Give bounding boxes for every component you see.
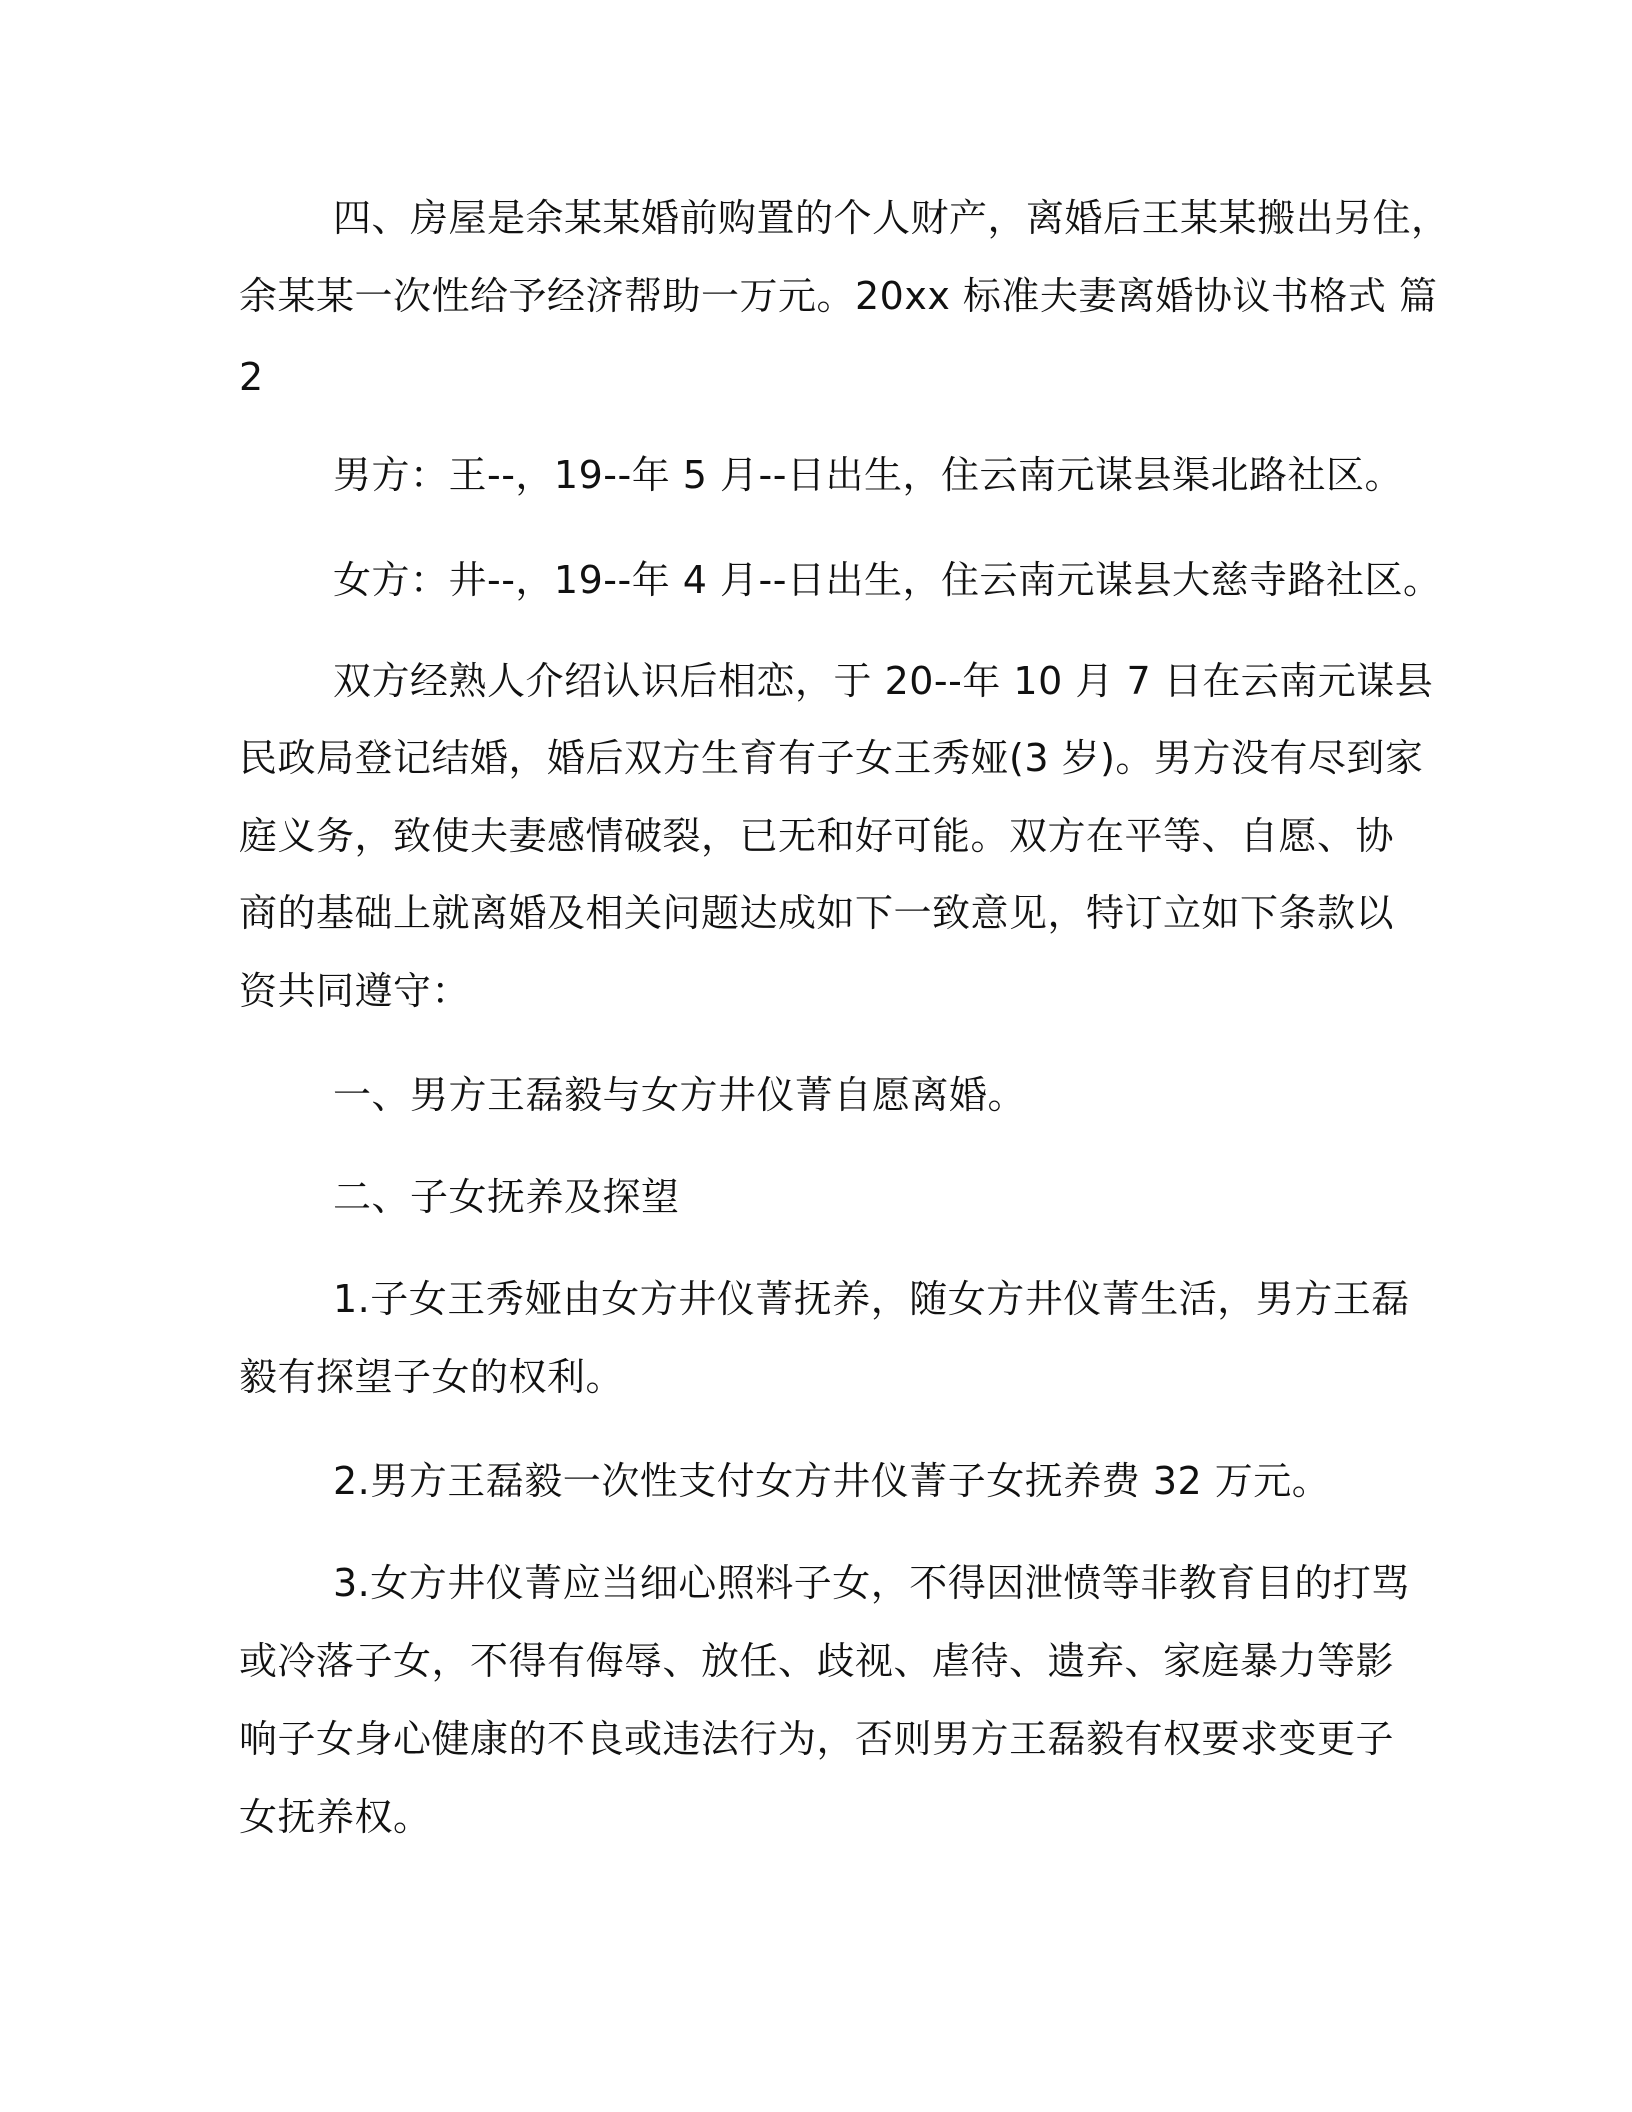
text-line: 一、男方王磊毅与女方井仪菁自愿离婚。 [333, 1073, 1027, 1117]
text-line: 双方经熟人介绍认识后相恋，于 20--年 10 月 7 日在云南元谋县 [333, 659, 1434, 703]
text-line: 商的基础上就离婚及相关问题达成如下一致意见，特订立如下条款以 [239, 891, 1395, 935]
text-line: 或冷落子女，不得有侮辱、放任、歧视、虐待、遗弃、家庭暴力等影 [239, 1639, 1395, 1683]
text-line: 2.男方王磊毅一次性支付女方井仪菁子女抚养费 32 万元。 [333, 1459, 1331, 1503]
text-line: 响子女身心健康的不良或违法行为，否则男方王磊毅有权要求变更子 [239, 1717, 1395, 1761]
text-line: 2 [239, 355, 264, 399]
text-line: 毅有探望子女的权利。 [239, 1355, 625, 1399]
text-line: 3.女方井仪菁应当细心照料子女，不得因泄愤等非教育目的打骂 [333, 1561, 1410, 1605]
text-line: 1.子女王秀娅由女方井仪菁抚养，随女方井仪菁生活，男方王磊 [333, 1277, 1410, 1321]
text-line: 资共同遵守： [239, 969, 471, 1013]
text-line: 四、房屋是余某某婚前购置的个人财产，离婚后王某某搬出另住， [333, 196, 1450, 240]
text-line: 女抚养权。 [239, 1795, 432, 1839]
text-line: 女方：井--，19--年 4 月--日出生，住云南元谋县大慈寺路社区。 [333, 558, 1442, 602]
text-line: 余某某一次性给予经济帮助一万元。20xx 标准夫妻离婚协议书格式 篇 [239, 274, 1438, 318]
text-line: 庭义务，致使夫妻感情破裂，已无和好可能。双方在平等、自愿、协 [239, 814, 1395, 858]
text-line: 男方：王--，19--年 5 月--日出生，住云南元谋县渠北路社区。 [333, 453, 1403, 497]
text-line: 二、子女抚养及探望 [333, 1175, 680, 1219]
text-line: 民政局登记结婚，婚后双方生育有子女王秀娅(3 岁)。男方没有尽到家 [239, 736, 1424, 780]
